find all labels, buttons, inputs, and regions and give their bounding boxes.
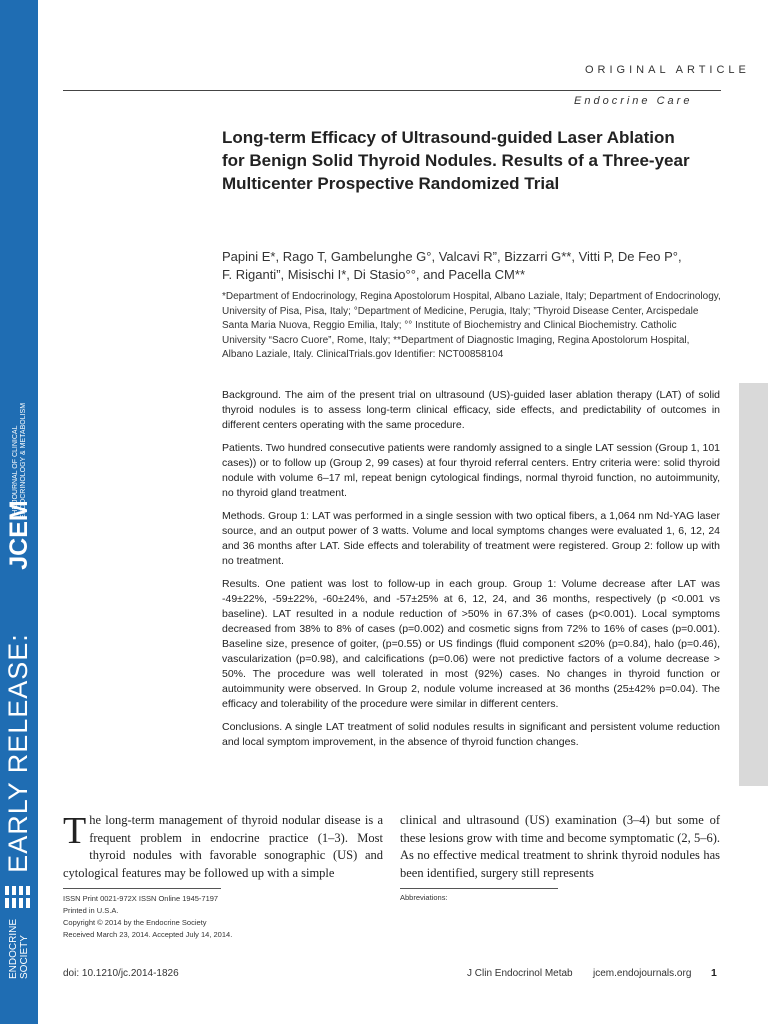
affiliations: *Department of Endocrinology, Regina Apostolorum Hospital, Albano Laziale, Italy; Department of Endocrinology, University of Pisa, Pisa, Italy; °Department of Medicine, Perugia, Italy; ”Thyroid Disease Center, Arcispedale Santa Maria Nuova, Reggio Emilia, Italy; °° Institute of Biochemistry and Clinical Biochemistry. Catholic University “Sacro Cuore”, Rome, Italy; **Department of Diagnostic Imaging, Regina Apostolorum Hospital, Albano Laziale, Italy. ClinicalTrials.gov Identifier: NCT00858104 <box>222 291 721 360</box>
journal-sidebar <box>0 0 38 1024</box>
authors-line2: F. Riganti”, Misischi I*, Di Stasio°°, and Pacella CM** <box>222 267 525 282</box>
abstract-background: Background. The aim of the present trial on ultrasound (US)-guided laser ablation therapy (LAT) of solid thyroid nodules is to assess long-term clinical efficacy, side effects, and predictability of outcomes in different centers operating with the same procedure. <box>222 389 720 431</box>
early-release-label: EARLY RELEASE: <box>3 633 33 873</box>
doi-link[interactable]: doi: 10.1210/jc.2014-1826 <box>63 968 179 979</box>
footnote-divider-left <box>63 888 221 889</box>
journal-name-line2: ENDOCRINOLOGY & METABOLISM <box>20 402 27 519</box>
authors-line1: Papini E*, Rago T, Gambelunghe G°, Valcavi R”, Bizzarri G**, Vitti P, De Feo P°, <box>222 249 682 264</box>
publication-footnotes <box>63 893 232 941</box>
abstract-results: Results. One patient was lost to follow-up in each group. Group 1: Volume decrease after LAT was -49±22%, -59±22%, -60±24%, and -57±25% at 6, 12, 24, and 36 months, respectively (p <0.001 vs baseline). LAT resulted in a nodule reduction of >50% in 67.3% of cases (p<0.001). Local symptoms decreased from 38% to 8% of cases (p=0.002) and cosmetic signs from 72% to 16% of cases (p=0.001). Baseline size, presence of goiter, (p=0.55) or US findings (fluid component ≤20% (p=0.84), halo (p=0.46), vascularization (p=0.98), and calcifications (p=0.06) were not predictive factors of a volume decrease > 50%. The procedure was well tolerated in most (92%) cases. No changes in thyroid function or autoimmunity were observed. In Group 2, nodule volume increased at 36 months (25±42% p=0.04). The efficacy and tolerability of the procedure were similar in different centers. <box>222 578 720 710</box>
article-title: Long-term Efficacy of Ultrasound-guided Laser Ablation for Benign Solid Thyroid Nodules. Results of a Three-year Multicenter Prospective Randomized Trial <box>222 128 690 193</box>
author-list <box>222 248 722 284</box>
body-text-right: clinical and ultrasound (US) examination (3–4) but some of these lesions grow with time and become symptomatic (2, 5–6). As no effective medical treatment to shrink thyroid nodules has been identified, surgery still represents <box>400 813 720 880</box>
abstract <box>222 388 720 758</box>
abbreviations-note: Abbreviations: <box>400 893 448 902</box>
abstract-conclusions: Conclusions. A single LAT treatment of solid nodules results in significant and persistent volume reduction and local symptom improvement, in the absence of thyroid function changes. <box>222 721 720 748</box>
body-column-left <box>63 812 383 882</box>
copyright-line: Copyright © 2014 by the Endocrine Society <box>63 918 207 927</box>
drop-cap: T <box>63 810 87 852</box>
journal-name <box>1 379 39 519</box>
abstract-patients: Patients. Two hundred consecutive patients were randomly assigned to a single LAT session (Group 1, 101 cases)) or to follow up (Group 2, 99 cases) at four thyroid referral centers. Entry criteria were: solid thyroid nodule with volume 6–17 ml, repeat benign cytological findings, normal thyroid function, no autoimmunity, no thyroid gland treatment. <box>222 442 720 499</box>
society-line1: ENDOCRINE <box>8 918 19 979</box>
journal-name-line1: THE JOURNAL OF CLINICAL <box>12 425 19 519</box>
received-line: Received March 23, 2014. Accepted July 14, 2014. <box>63 930 233 939</box>
header-divider <box>63 90 721 91</box>
body-column-right <box>400 812 720 882</box>
abstract-methods: Methods. Group 1: LAT was performed in a single session with two optical fibers, a 1,064 nm Nd-YAG laser source, and an output power of 3 watts. Volume and local symptoms changes were evaluated 1, 6, 12, 24 and 36 months after LAT. Side effects and tolerability of treatment were registered. Group 2: follow up with no treatment. <box>222 510 720 567</box>
society-line2: SOCIETY <box>19 935 30 979</box>
body-text-left: he long-term management of thyroid nodular disease is a frequent problem in endocrine practice (1–3). Most thyroid nodules with favorable sonographic (US) and cytological features may be followed up with a simple <box>63 813 383 880</box>
article-section: Endocrine Care <box>574 95 693 107</box>
printed-line: Printed in U.S.A. <box>63 906 119 915</box>
article-type: ORIGINAL ARTICLE <box>585 64 750 76</box>
issn-line: ISSN Print 0021-972X ISSN Online 1945-7197 <box>63 894 219 903</box>
journal-citation: J Clin Endocrinol Metab <box>467 968 573 979</box>
society-name <box>4 895 34 979</box>
journal-abbrev: JCEM <box>5 500 33 570</box>
footnote-divider-right <box>400 888 558 889</box>
page-edge-tab <box>739 383 768 786</box>
page-number: 1 <box>711 967 717 979</box>
journal-website-link[interactable]: jcem.endojournals.org <box>593 968 692 979</box>
